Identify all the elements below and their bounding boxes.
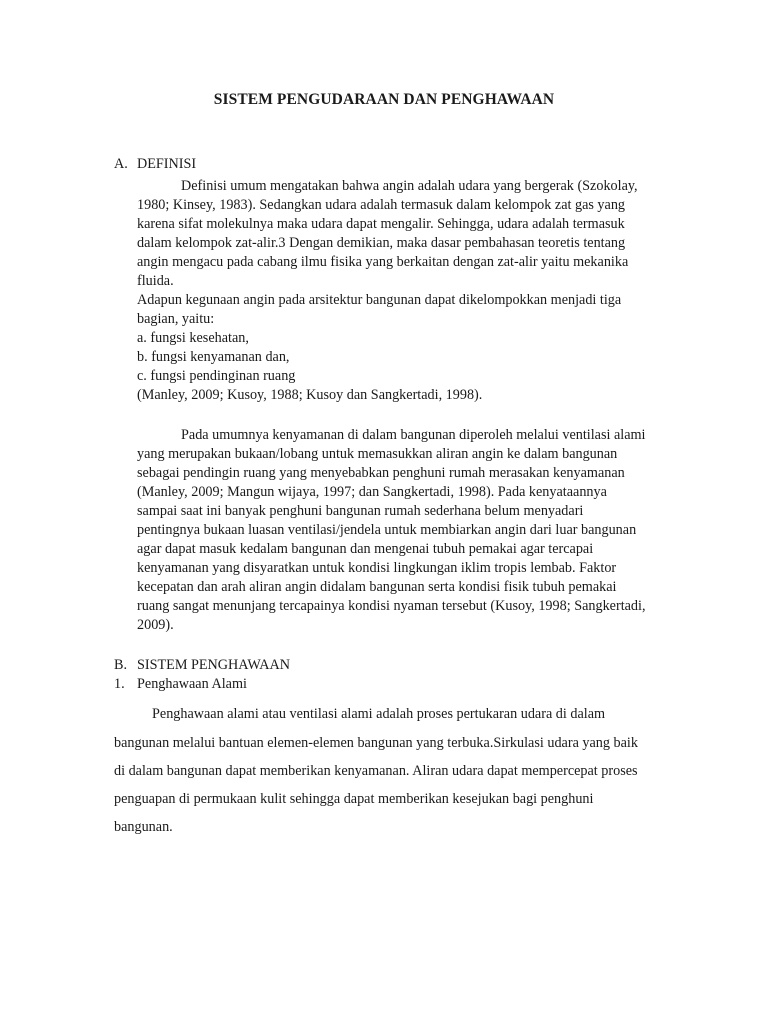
document-title: SISTEM PENGUDARAAN DAN PENGHAWAAN	[213, 91, 555, 108]
paragraph-line: (Manley, 2009; Mangun wijaya, 1997; dan Sangkertadi, 1998). Pada kenyataannya	[137, 484, 607, 500]
section-b-marker: B.	[114, 657, 128, 673]
paragraph-line: 2009).	[137, 617, 174, 633]
section-a-heading: DEFINISI	[137, 156, 197, 172]
list-item: a. fungsi kesehatan,	[137, 330, 249, 346]
paragraph-line: Penghawaan alami atau ventilasi alami adalah proses pertukaran udara di dalam	[152, 706, 606, 722]
paragraph-line: angin mengacu pada cabang ilmu fisika yang berkaitan dengan zat-alir yaitu mekanika	[137, 254, 629, 270]
section-b-heading: SISTEM PENGHAWAAN	[137, 657, 290, 673]
subsection-1-heading: Penghawaan Alami	[137, 676, 247, 692]
paragraph-line: sampai saat ini banyak penghuni bangunan rumah sederhana belum menyadari	[137, 503, 584, 519]
paragraph-line: 1980; Kinsey, 1983). Sedangkan udara adalah termasuk dalam kelompok zat gas yang	[137, 197, 626, 213]
list-item: c. fungsi pendinginan ruang	[137, 368, 296, 384]
section-a-marker: A.	[114, 156, 128, 172]
paragraph-line: di dalam bangunan dapat memberikan kenyamanan. Aliran udara dapat mempercepat proses	[114, 763, 638, 779]
paragraph-line: yang merupakan bukaan/lobang untuk memasukkan aliran angin ke dalam bangunan	[137, 446, 618, 462]
citation-line: (Manley, 2009; Kusoy, 1988; Kusoy dan Sangkertadi, 1998).	[137, 387, 483, 403]
paragraph-line: ruang sangat menunjang tercapainya kondisi nyaman tersebut (Kusoy, 1998; Sangkertadi,	[137, 598, 646, 614]
paragraph-line: penguapan di permukaan kulit sehingga dapat memberikan kesejukan bagi penghuni	[114, 791, 594, 807]
paragraph-line: Adapun kegunaan angin pada arsitektur bangunan dapat dikelompokkan menjadi tiga	[137, 292, 622, 308]
paragraph-line: bangunan melalui bantuan elemen-elemen bangunan yang terbuka.Sirkulasi udara yang baik	[114, 735, 638, 751]
paragraph-line: agar dapat masuk kedalam bangunan dan mengenai tubuh pemakai agar tercapai	[137, 541, 594, 557]
list-item: b. fungsi kenyamanan dan,	[137, 349, 290, 365]
paragraph-line: dalam kelompok zat-alir.3 Dengan demikian, maka dasar pembahasan teoretis tentang	[137, 235, 626, 251]
paragraph-line: fluida.	[137, 273, 174, 289]
subsection-1-marker: 1.	[114, 676, 125, 692]
paragraph-line: sebagai pendingin ruang yang menyebabkan penghuni rumah merasakan kenyamanan	[137, 465, 625, 481]
paragraph-line: Pada umumnya kenyamanan di dalam bangunan diperoleh melalui ventilasi alami	[181, 427, 646, 443]
paragraph-line: Definisi umum mengatakan bahwa angin adalah udara yang bergerak (Szokolay,	[181, 178, 638, 194]
paragraph-line: kecepatan dan arah aliran angin didalam bangunan serta kondisi fisik tubuh pemakai	[137, 579, 617, 595]
paragraph-line: bangunan.	[114, 819, 173, 835]
paragraph-line: karena sifat molekulnya maka udara dapat mengalir. Sehingga, udara adalah termasuk	[137, 216, 625, 232]
paragraph-line: bagian, yaitu:	[137, 311, 215, 327]
paragraph-line: pentingnya bukaan luasan ventilasi/jendela untuk membiarkan angin dari luar bangunan	[137, 522, 637, 538]
paragraph-line: kenyamanan yang disyaratkan untuk kondisi lingkungan iklim tropis lembab. Faktor	[137, 560, 617, 576]
